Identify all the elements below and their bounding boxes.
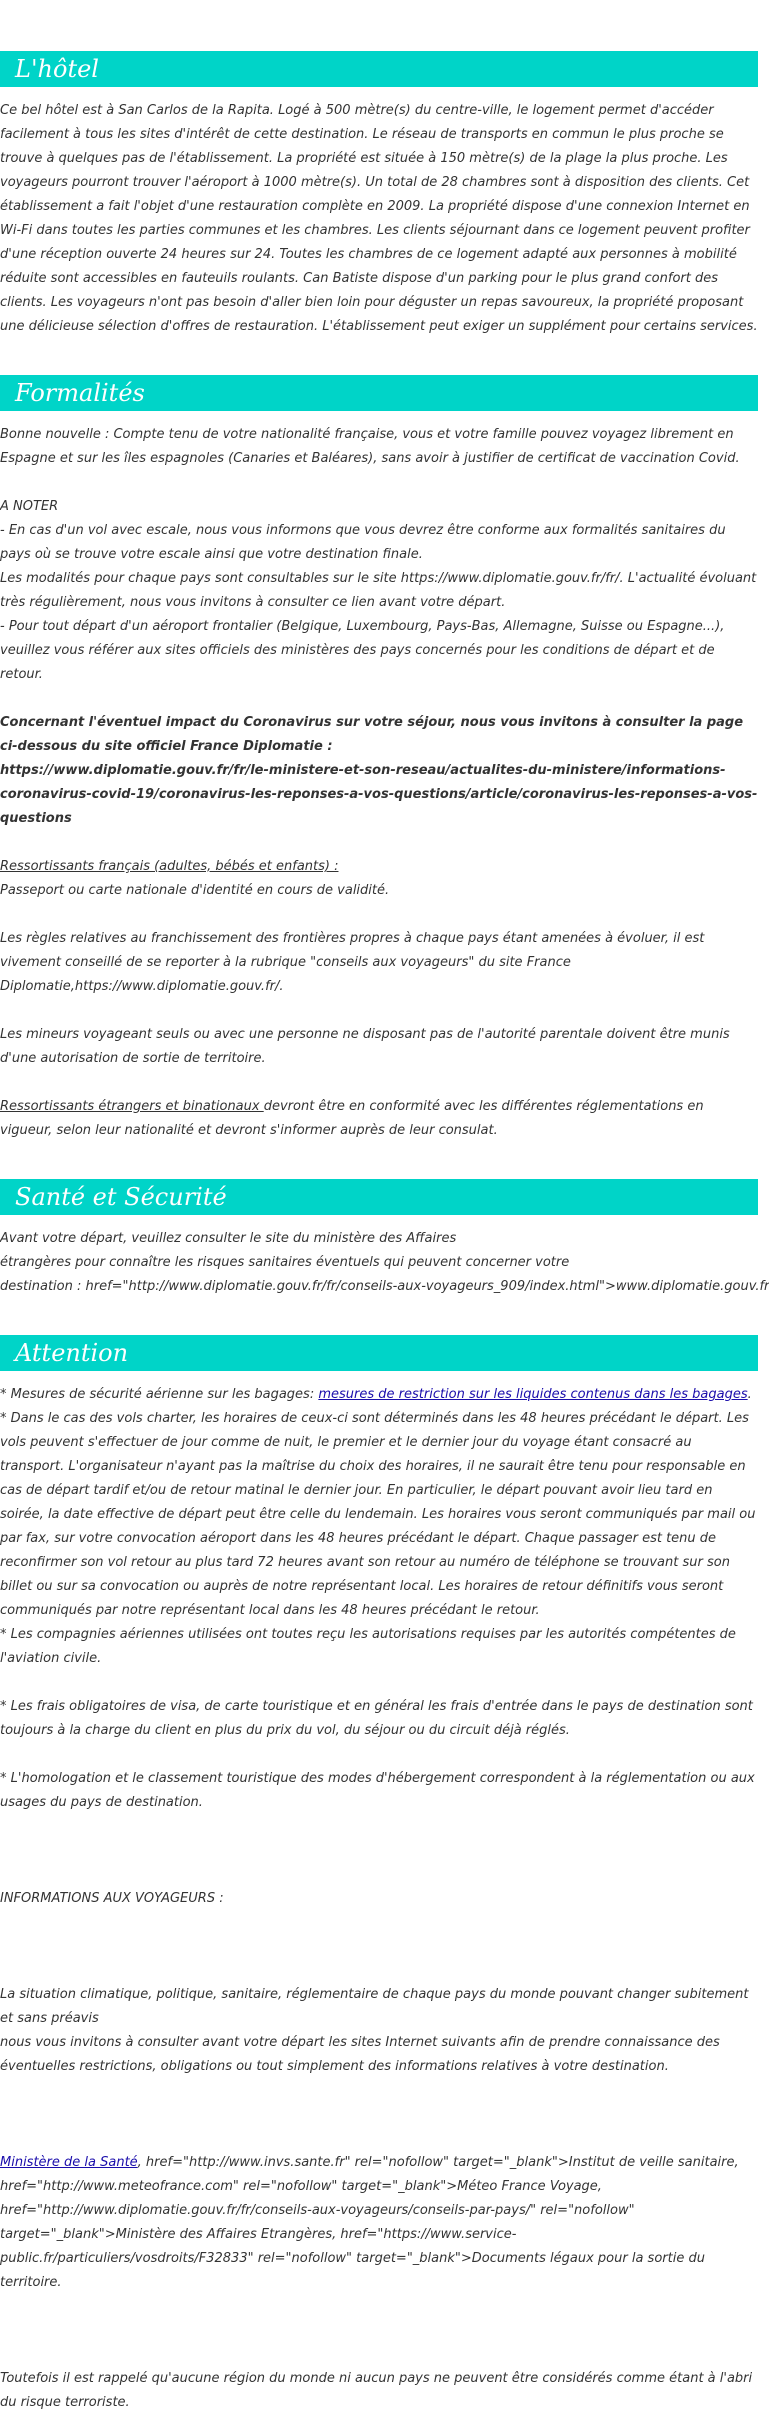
informations-voyageurs-heading: INFORMATIONS AUX VOYAGEURS : — [0, 1891, 224, 1906]
section-header-formalites: Formalités — [0, 375, 758, 411]
ressortissants-etrangers-text: devront être en conformité avec les différentes réglementations en vigueur, selon leur nationalité et devront s'informer auprès de leur consulat. — [0, 1099, 708, 1138]
attention-bagages — [0, 1383, 758, 1407]
sante-text: Avant votre départ, veuillez consulter le site du ministère des Affaires étrangères pour connaître les risques sanitaires éventuels qui peuvent concerner votre destination : href="http://www.diplomatie.gouv.fr/fr/conseils-aux-voyageurs_909/index.html">www.diplomatie.gouv.fr — [0, 1231, 769, 1294]
section-header-hotel: L'hôtel — [0, 51, 758, 87]
sites-list-text: , href="http://www.invs.sante.fr" rel="nofollow" target="_blank">Institut de veille sanitaire, href="http://www.meteofrance.com" rel="nofollow" target="_blank">Méteo France Voyage, href="http://www.diplomatie.gouv.fr/fr/conseils-aux-voyageurs/conseils-par-pays/" rel="nofollow" target="_blank">Ministère des Affaires Etrangères, href="https://www.service-public.fr/particuliers/vosdroits/F32833" rel="nofollow" target="_blank">Documents légaux pour la sortie du territoire. — [0, 2155, 743, 2290]
ressortissants-francais-heading: Ressortissants français (adultes, bébés et enfants) : — [0, 859, 339, 874]
bagages-prefix: * Mesures de sécurité aérienne sur les bagages: — [0, 1387, 319, 1402]
section-header-attention: Attention — [0, 1335, 758, 1371]
formalites-intro: Bonne nouvelle : Compte tenu de votre nationalité française, vous et votre famille pouvez voyagez librement en Espagne et sur les îles espagnoles (Canaries et Baléares), sans avoir à justifier de certificat de vaccination Covid. — [0, 427, 740, 466]
ressortissants-francais-text: Passeport ou carte nationale d'identité en cours de validité. — [0, 883, 390, 898]
formalites-regles: Les règles relatives au franchissement des frontières propres à chaque pays étant amenées à évoluer, il est vivement conseillé de se reporter à la rubrique "conseils aux voyageurs" du site France Diplomatie,https://www.diplomatie.gouv.fr/. — [0, 931, 709, 994]
attention-sites — [0, 2151, 758, 2295]
bagages-suffix: . — [747, 1387, 752, 1402]
formalites-coronavirus: Concernant l'éventuel impact du Coronavirus sur votre séjour, nous vous invitons à consulter la page ci-dessous du site officiel France Diplomatie : https://www.diplomatie.gouv.fr/fr/le-ministere-et-son-reseau/actualites-du-ministere/informations-coronavirus-covid-19/coronavirus-les-reponses-a-vos-questions/article/coronavirus-les-reponses-a-vos-questions — [0, 715, 758, 826]
ressortissants-etrangers-heading: Ressortissants étrangers et binationaux — [0, 1099, 264, 1114]
attention-situation: La situation climatique, politique, sanitaire, réglementaire de chaque pays du monde pouvant changer subitement et sans préavis nous vous invitons à consulter avant votre départ les sites Internet suivants afin de prendre connaissance des éventuelles restrictions, obligations ou tout simplement des informations relatives à votre destination. — [0, 1987, 749, 2074]
attention-frais-visa: * Les frais obligatoires de visa, de carte touristique et en général les frais d'entrée dans le pays de destination sont toujours à la charge du client en plus du prix du vol, du séjour ou du circuit déjà réglés. — [0, 1699, 758, 1738]
liquides-restriction-link[interactable]: mesures de restriction sur les liquides contenus dans les bagages — [318, 1387, 748, 1402]
formalites-etrangers — [0, 1095, 758, 1143]
formalites-note: A NOTER - En cas d'un vol avec escale, nous vous informons que vous devrez être conforme aux formalités sanitaires du pays où se trouve votre escale ainsi que votre destination finale. Les modalités pour chaque pays sont consultables sur le site https://www.diplomatie.gouv.fr/fr/. L'actualité évoluant très régulièrement, nous vous invitons à consulter ce lien avant votre départ. - Pour tout départ d'un aéroport frontalier (Belgique, Luxembourg, Pays-Bas, Allemagne, Suisse ou Espagne...), veuillez vous référer aux sites officiels des ministères des pays concernés pour les conditions de départ et de retour. — [0, 499, 757, 682]
formalites-ressortissants-francais — [0, 855, 758, 903]
attention-terrorisme: Toutefois il est rappelé qu'aucune région du monde ni aucun pays ne peuvent être considérés comme étant à l'abri du risque terroriste. — [0, 2371, 757, 2410]
ministere-sante-link[interactable]: Ministère de la Santé — [0, 2155, 138, 2170]
formalites-mineurs: Les mineurs voyageant seuls ou avec une personne ne disposant pas de l'autorité parentale doivent être munis d'une autorisation de sortie de territoire. — [0, 1027, 734, 1066]
section-header-sante: Santé et Sécurité — [0, 1179, 758, 1215]
attention-homologation: * L'homologation et le classement touristique des modes d'hébergement correspondent à la réglementation ou aux usages du pays de destination. — [0, 1771, 759, 1810]
attention-vols-charter: * Dans le cas des vols charter, les horaires de ceux-ci sont déterminés dans les 48 heures précédant le départ. Les vols peuvent s'effectuer de jour comme de nuit, le premier et le dernier jour du voyage étant consacré au transport. L'organisateur n'ayant pas la maîtrise du choix des horaires, il ne saurait être tenu pour responsable en cas de départ tardif et/ou de retour matinal le dernier jour. En particulier, le départ pouvant avoir lieu tard en soirée, la date effective de départ peut être celle du lendemain. Les horaires vous seront communiqués par mail ou par fax, sur votre convocation aéroport dans les 48 heures précédant le départ. Chaque passager est tenu de reconfirmer son vol retour au plus tard 72 heures avant son retour au numéro de téléphone se trouvant sur son billet ou sur sa convocation ou auprès de notre représentant local. Les horaires de retour définitifs vous seront communiqués par notre représentant local dans les 48 heures précédant le retour. * Les compagnies aériennes utilisées ont toutes reçu les autorisations requises par les autorités compétentes de l'aviation civile. — [0, 1411, 756, 1666]
hotel-description: Ce bel hôtel est à San Carlos de la Rapita. Logé à 500 mètre(s) du centre-ville, le logement permet d'accéder facilement à tous les sites d'intérêt de cette destination. Le réseau de transports en commun le plus proche se trouve à quelques pas de l'établissement. La propriété est située à 150 mètre(s) de la plage la plus proche. Les voyageurs pourront trouver l'aéroport à 1000 mètre(s). Un total de 28 chambres sont à disposition des clients. Cet établissement a fait l'objet d'une restauration complète en 2009. La propriété dispose d'une connexion Internet en Wi-Fi dans toutes les parties communes et les chambres. Les clients séjournant dans ce logement peuvent profiter d'une réception ouverte 24 heures sur 24. Toutes les chambres de ce logement adapté aux personnes à mobilité réduite sont accessibles en fauteuils roulants. Can Batiste dispose d'un parking pour le plus grand confort des clients. Les voyageurs n'ont pas besoin d'aller bien loin pour déguster un repas savoureux, la propriété proposant une délicieuse sélection d'offres de restauration. L'établissement peut exiger un supplément pour certains services. — [0, 103, 758, 334]
